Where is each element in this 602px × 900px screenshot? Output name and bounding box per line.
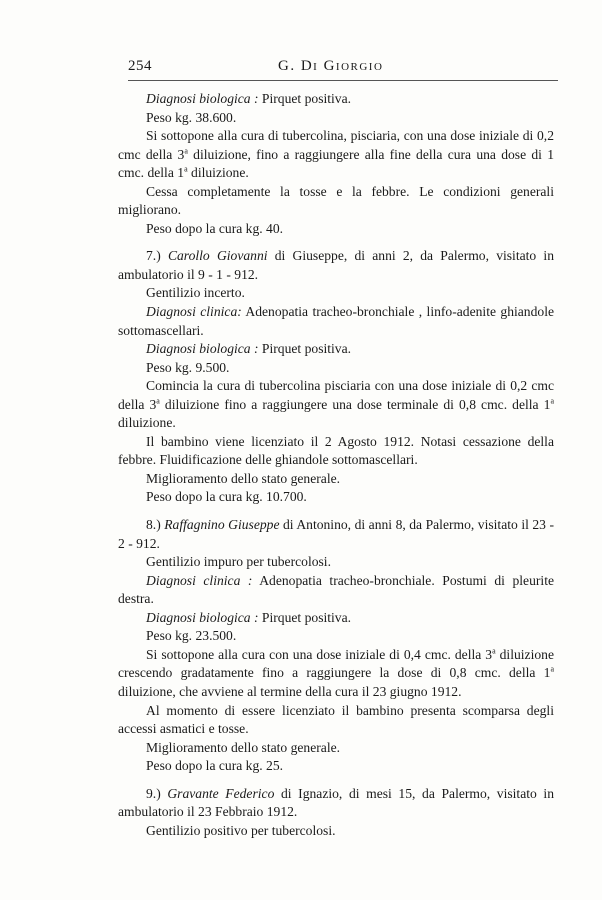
paragraph-text: di Giuseppe, di anni 2, da Palermo, visitato in ambulatorio il 9 - 1 - 912. <box>118 248 554 282</box>
paragraph <box>118 109 554 128</box>
paragraph-text: Peso kg. 23.500. <box>146 628 237 644</box>
italic-label: Diagnosi biologica : <box>146 609 259 625</box>
paragraph <box>118 470 554 489</box>
paragraph-text: Peso kg. 9.500. <box>146 359 230 375</box>
paragraph-text: Gentilizio positivo per tubercolosi. <box>146 822 336 838</box>
case-separator <box>118 776 554 785</box>
paragraph-text: Miglioramento dello stato generale. <box>146 470 341 486</box>
body-text <box>118 90 554 840</box>
paragraph-text: Al momento di essere licenziato il bambino presenta scomparsa degli accessi asmatici e tosse. <box>118 702 554 737</box>
paragraph-text: Pirquet positiva. <box>258 341 352 357</box>
paragraph-text: Il bambino viene licenziato il 2 Agosto 1912. Notasi cessazione della febbre. Fluidificazione delle ghiandole sottomascellari. <box>118 433 554 468</box>
paragraph-text: Pirquet positiva. <box>258 91 352 106</box>
case-separator <box>118 238 554 247</box>
paragraph <box>118 757 554 776</box>
paragraph <box>118 247 554 284</box>
paragraph-text: Adenopatia tracheo-bronchiale , linfo-adenite ghiandole sottomascellari. <box>118 304 554 338</box>
italic-label: Gravante Federico <box>167 785 275 801</box>
paragraph <box>118 553 554 572</box>
italic-label: Carollo Giovanni <box>167 248 268 264</box>
italic-label: Diagnosi clinica: <box>146 304 242 320</box>
case-number: 9.) <box>146 785 168 801</box>
paragraph <box>118 702 554 739</box>
running-head: G. Di Giorgio <box>278 58 384 74</box>
italic-label: Diagnosi biologica : <box>146 91 259 106</box>
paragraph <box>118 572 554 609</box>
paragraph <box>118 220 554 239</box>
case-separator <box>118 507 554 516</box>
paragraph-text: Cessa completamente la tosse e la febbre. Le condizioni generali migliorano. <box>118 183 554 218</box>
paragraph-text: Miglioramento dello stato generale. <box>146 739 341 755</box>
paragraph <box>118 90 554 109</box>
paragraph-text: Si sottopone alla cura con una dose iniziale di 0,4 cmc. della 3$^a$ diluizione crescendo gradatamente fino a raggiungere la dose di 0,8 cmc. della 1$^a$ diluizione, che avviene al termine della cura il 23 giugno 1912. <box>118 646 554 699</box>
paragraph <box>118 627 554 646</box>
paragraph <box>118 609 554 628</box>
paragraph-text: Peso dopo la cura kg. 40. <box>146 220 284 236</box>
paragraph <box>118 340 554 359</box>
paragraph <box>118 433 554 470</box>
page-header <box>128 58 558 81</box>
paragraph <box>118 377 554 433</box>
case-number: 7.) <box>146 248 168 264</box>
italic-label: Diagnosi clinica : <box>146 572 253 588</box>
paragraph-text: Comincia la cura di tubercolina pisciaria con una dose iniziale di 0,2 cmc della 3$^a$ diluizione fino a raggiungere una dose terminale di 0,8 cmc. della 1$^a$ diluizione. <box>118 378 554 431</box>
paragraph <box>118 127 554 183</box>
paragraph-text: Gentilizio incerto. <box>146 285 245 301</box>
paragraph <box>118 359 554 378</box>
paragraph <box>118 284 554 303</box>
page-number: 254 <box>128 58 152 74</box>
paragraph <box>118 739 554 758</box>
paragraph-text: Peso dopo la cura kg. 25. <box>146 758 284 774</box>
paragraph-text: Si sottopone alla cura di tubercolina, pisciaria, con una dose iniziale di 0,2 cmc della 3$^a$ diluizione, fino a raggiungere alla fine della cura una dose di 1 cmc. della 1$^a$ diluizione. <box>118 128 554 181</box>
italic-label: Raffagnino Giuseppe <box>164 517 280 533</box>
paragraph <box>118 516 554 553</box>
paragraph-text: Pirquet positiva. <box>258 609 352 625</box>
paragraph <box>118 488 554 507</box>
paragraph <box>118 822 554 841</box>
paragraph-text: di Ignazio, di mesi 15, da Palermo, visitato in ambulatorio il 23 Febbraio 1912. <box>118 785 554 820</box>
paragraph <box>118 303 554 340</box>
paragraph-text: di Antonino, di anni 8, da Palermo, visitato il 23 - 2 - 912. <box>118 517 554 551</box>
italic-label: Diagnosi biologica : <box>146 341 259 357</box>
paragraph <box>118 785 554 822</box>
paragraph <box>118 183 554 220</box>
case-number: 8.) <box>146 517 165 533</box>
paragraph <box>118 646 554 702</box>
paragraph-text: Adenopatia tracheo-bronchiale. Postumi di pleurite destra. <box>118 572 555 607</box>
paragraph-text: Gentilizio impuro per tubercolosi. <box>146 554 331 570</box>
paragraph-text: Peso kg. 38.600. <box>146 109 237 125</box>
paragraph-text: Peso dopo la cura kg. 10.700. <box>146 489 307 505</box>
